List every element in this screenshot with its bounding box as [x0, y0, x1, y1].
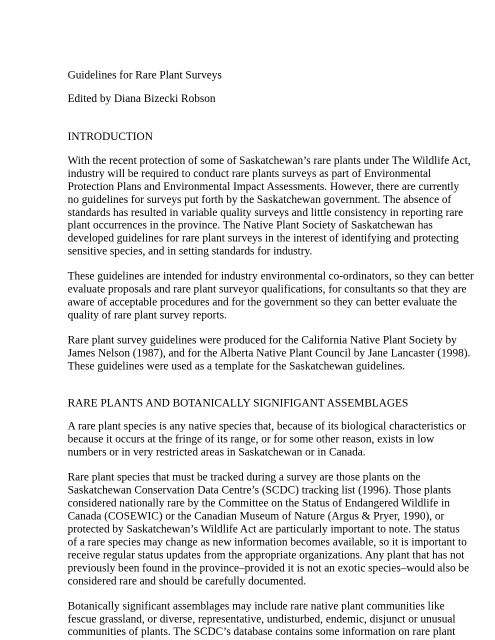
- text-line: quality of rare plant survey reports.: [67, 308, 227, 322]
- text-line: no guidelines for surveys put forth by the Saskatchewan government. The absence of: [67, 192, 452, 206]
- text-line: considered nationally rare by the Committee on the Status of Endangered Wildlife in: [67, 496, 450, 510]
- text-line: sensitive species, and in setting standards for industry.: [67, 244, 313, 258]
- text-line: standards has resulted in variable quality surveys and little consistency in reporting rare: [67, 205, 464, 219]
- text-line: James Nelson (1987), and for the Alberta Native Plant Council by Jane Lancaster (1998).: [67, 346, 471, 360]
- text-line: plant occurrences in the province. The Native Plant Society of Saskatchewan has: [67, 218, 433, 232]
- text-line: protected by Saskatchewan’s Wildlife Act are particularly important to note. The status: [67, 522, 460, 536]
- document-editor: Edited by Diana Bizecki Robson: [67, 91, 216, 105]
- text-line: With the recent protection of some of Saskatchewan’s rare plants under The Wildlife Act,: [67, 153, 471, 167]
- document-title: Guidelines for Rare Plant Surveys: [67, 68, 222, 82]
- section-heading-rare-plants: RARE PLANTS AND BOTANICALLY SIGNIFIGANT ASSEMBLAGES: [67, 396, 409, 410]
- text-line: Canada (COSEWIC) or the Canadian Museum of Nature (Argus & Pryer, 1990), or: [67, 509, 445, 523]
- text-line: receive regular status updates from the appropriate organizations. Any plant that has not: [67, 548, 465, 562]
- text-line: Saskatchewan Conservation Data Centre’s (SCDC) tracking list (1996). Those plants: [67, 483, 452, 497]
- text-line: Rare plant species that must be tracked during a survey are those plants on the: [67, 470, 421, 484]
- text-line: because it occurs at the fringe of its range, or for some other reason, exists in low: [67, 432, 435, 446]
- text-line: These guidelines are intended for industry environmental co-ordinators, so they can better: [67, 269, 474, 283]
- text-line: aware of acceptable procedures and for the government so they can better evaluate the: [67, 295, 458, 309]
- text-line: Protection Plans and Environmental Impact Assessments. However, there are currently: [67, 179, 460, 193]
- text-line: evaluate proposals and rare plant surveyor qualifications, for consultants so that they are: [67, 282, 467, 296]
- text-line: Botanically significant assemblages may include rare native plant communities like: [67, 599, 445, 613]
- text-line: of a rare species may change as new information becomes available, so it is important to: [67, 535, 467, 549]
- text-line: A rare plant species is any native species that, because of its biological characteristics or: [67, 419, 466, 433]
- text-line: fescue grassland, or diverse, representative, undisturbed, endemic, disjunct or unusual: [67, 612, 456, 626]
- text-line: considered rare and should be carefully documented.: [67, 574, 307, 588]
- text-line: Rare plant survey guidelines were produced for the California Native Plant Society by: [67, 333, 457, 347]
- text-line: These guidelines were used as a template for the Saskatchewan guidelines.: [67, 359, 406, 373]
- text-line: previously been found in the province–provided it is not an exotic species–would also be: [67, 561, 470, 575]
- text-line: developed guidelines for rare plant surveys in the interest of identifying and protecting: [67, 231, 459, 245]
- text-line: industry will be required to conduct rare plants surveys as part of Environmental: [67, 166, 432, 180]
- text-line: communities of plants. The SCDC’s database contains some information on rare plant: [67, 625, 456, 638]
- section-heading-introduction: INTRODUCTION: [67, 129, 153, 143]
- text-line: numbers or in very restricted areas in Saskatchewan or in Canada.: [67, 445, 366, 459]
